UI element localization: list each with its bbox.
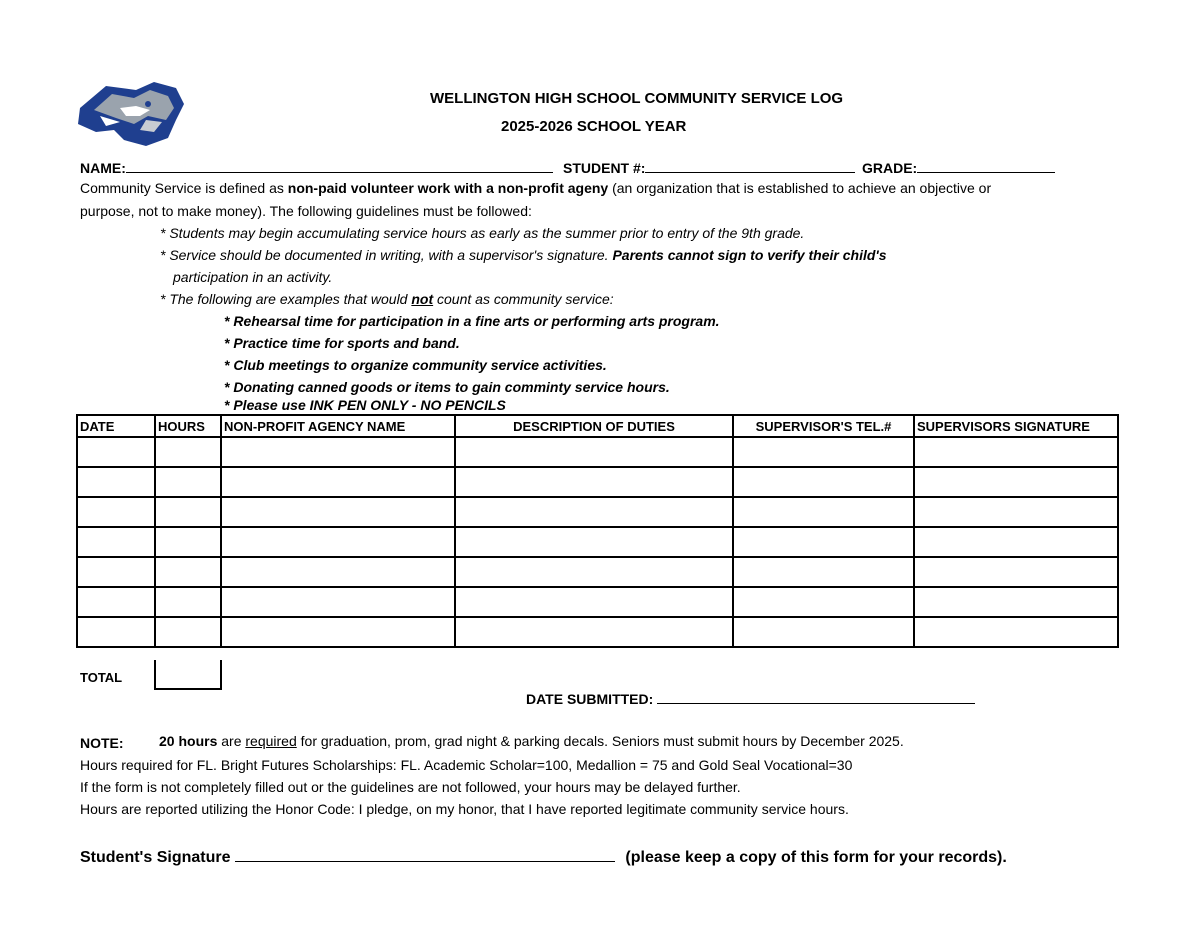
table-row xyxy=(77,467,1118,497)
definition-line-1 xyxy=(80,180,991,196)
guideline-3 xyxy=(160,291,614,307)
table-row xyxy=(77,437,1118,467)
table-cell[interactable] xyxy=(221,467,455,497)
guideline-2-continued: participation in an activity. xyxy=(173,269,333,285)
example-item: * Club meetings to organize community service activities. xyxy=(224,357,607,373)
column-header-agency: NON-PROFIT AGENCY NAME xyxy=(221,415,455,437)
table-cell[interactable] xyxy=(733,527,914,557)
column-header-date: DATE xyxy=(77,415,155,437)
note-required: required xyxy=(245,733,297,749)
example-item: * Practice time for sports and band. xyxy=(224,335,460,351)
table-cell[interactable] xyxy=(914,557,1118,587)
table-cell[interactable] xyxy=(914,497,1118,527)
table-cell[interactable] xyxy=(455,617,733,647)
note-line-4: Hours are reported utilizing the Honor Code: I pledge, on my honor, that I have reported legitimate community service hours. xyxy=(80,801,849,817)
table-cell[interactable] xyxy=(914,587,1118,617)
table-cell[interactable] xyxy=(221,617,455,647)
grade-label: GRADE: xyxy=(862,160,918,176)
guideline-3-text: * The following are examples that would xyxy=(160,291,412,307)
table-cell[interactable] xyxy=(77,527,155,557)
table-row xyxy=(77,497,1118,527)
definition-bold: non-paid volunteer work with a non-profit ageny xyxy=(287,180,609,196)
form-title: WELLINGTON HIGH SCHOOL COMMUNITY SERVICE LOG xyxy=(430,90,844,107)
table-cell[interactable] xyxy=(155,467,221,497)
definition-line-2: purpose, not to make money). The following guidelines must be followed: xyxy=(80,203,532,219)
name-field[interactable] xyxy=(126,158,553,173)
table-cell[interactable] xyxy=(77,557,155,587)
note-line-3: If the form is not completely filled out or the guidelines are not followed, your hours may be delayed further. xyxy=(80,779,741,795)
guideline-3-text-2: count as community service: xyxy=(433,291,614,307)
guideline-3-not: not xyxy=(411,291,434,307)
column-header-supervisor-tel: SUPERVISOR'S TEL.# xyxy=(733,415,914,437)
note-label: NOTE: xyxy=(80,735,124,751)
date-submitted-label: DATE SUBMITTED: xyxy=(526,691,654,707)
table-row xyxy=(77,527,1118,557)
total-hours-box[interactable] xyxy=(154,660,222,690)
table-cell[interactable] xyxy=(77,467,155,497)
column-header-supervisor-signature: SUPERVISORS SIGNATURE xyxy=(914,415,1118,437)
table-cell[interactable] xyxy=(221,497,455,527)
table-row xyxy=(77,587,1118,617)
table-cell[interactable] xyxy=(155,587,221,617)
note-rest: for graduation, prom, grad night & parking decals. Seniors must submit hours by December 2025. xyxy=(296,733,904,749)
table-row xyxy=(77,617,1118,647)
student-signature-label: Student's Signature xyxy=(80,849,231,866)
table-cell[interactable] xyxy=(733,437,914,467)
table-cell[interactable] xyxy=(733,557,914,587)
name-label: NAME: xyxy=(80,160,126,176)
table-cell[interactable] xyxy=(733,617,914,647)
table-cell[interactable] xyxy=(914,617,1118,647)
table-cell[interactable] xyxy=(155,437,221,467)
student-number-field[interactable] xyxy=(645,158,855,173)
definition-text: Community Service is defined as xyxy=(80,180,288,196)
table-cell[interactable] xyxy=(733,587,914,617)
table-cell[interactable] xyxy=(155,557,221,587)
note-hours-bold: 20 hours xyxy=(159,733,218,749)
guideline-2 xyxy=(160,247,887,263)
total-label: TOTAL xyxy=(80,670,123,685)
example-item: * Rehearsal time for participation in a fine arts or performing arts program. xyxy=(224,313,720,329)
table-cell[interactable] xyxy=(155,617,221,647)
column-header-hours: HOURS xyxy=(155,415,221,437)
student-number-label: STUDENT #: xyxy=(563,160,646,176)
table-cell[interactable] xyxy=(733,497,914,527)
note-line-1 xyxy=(159,733,904,749)
table-row xyxy=(77,557,1118,587)
table-cell[interactable] xyxy=(77,617,155,647)
definition-text-2: (an organization that is established to achieve an objective or xyxy=(608,180,992,196)
table-cell[interactable] xyxy=(914,467,1118,497)
table-cell[interactable] xyxy=(914,437,1118,467)
date-submitted-field[interactable] xyxy=(657,689,975,704)
table-cell[interactable] xyxy=(455,557,733,587)
table-cell[interactable] xyxy=(77,587,155,617)
table-cell[interactable] xyxy=(155,497,221,527)
table-cell[interactable] xyxy=(221,527,455,557)
grade-field[interactable] xyxy=(917,158,1055,173)
signature-note: (please keep a copy of this form for your records). xyxy=(625,849,1007,866)
table-cell[interactable] xyxy=(455,467,733,497)
table-cell[interactable] xyxy=(914,527,1118,557)
service-log-table xyxy=(76,414,1119,648)
table-cell[interactable] xyxy=(221,557,455,587)
note-are: are xyxy=(217,733,246,749)
wolf-mascot-logo-icon xyxy=(76,80,186,148)
table-cell[interactable] xyxy=(77,437,155,467)
table-cell[interactable] xyxy=(455,437,733,467)
table-cell[interactable] xyxy=(221,587,455,617)
table-cell[interactable] xyxy=(155,527,221,557)
ink-pen-note: * Please use INK PEN ONLY - NO PENCILS xyxy=(224,397,506,413)
guideline-2-bold: Parents cannot sign to verify their child's xyxy=(612,247,887,263)
note-line-2: Hours required for FL. Bright Futures Scholarships: FL. Academic Scholar=100, Medallion = 75 and Gold Seal Vocational=30 xyxy=(80,757,853,773)
example-item: * Donating canned goods or items to gain comminty service hours. xyxy=(224,379,670,395)
guideline-2-text: * Service should be documented in writing, with a supervisor's signature. xyxy=(160,247,613,263)
table-header-row xyxy=(77,415,1118,437)
table-cell[interactable] xyxy=(77,497,155,527)
school-year-subtitle: 2025-2026 SCHOOL YEAR xyxy=(501,118,687,135)
table-cell[interactable] xyxy=(455,527,733,557)
table-cell[interactable] xyxy=(455,497,733,527)
table-cell[interactable] xyxy=(733,467,914,497)
student-signature-field[interactable] xyxy=(235,845,615,862)
table-cell[interactable] xyxy=(221,437,455,467)
guideline-1: * Students may begin accumulating service hours as early as the summer prior to entry of the 9th grade. xyxy=(160,225,805,241)
column-header-description: DESCRIPTION OF DUTIES xyxy=(455,415,733,437)
table-cell[interactable] xyxy=(455,587,733,617)
